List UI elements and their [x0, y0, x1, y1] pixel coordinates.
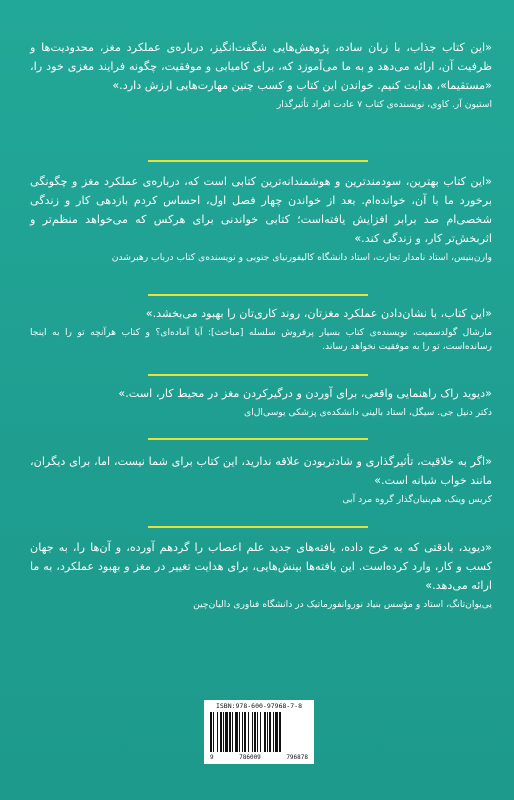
barcode-bar	[239, 712, 240, 752]
isbn-barcode	[204, 700, 314, 764]
barcode-bar	[267, 712, 268, 752]
barcode-bar	[260, 712, 261, 752]
barcode-bar	[229, 712, 231, 752]
barcode-bar	[220, 712, 222, 752]
barcode-bar	[232, 712, 233, 752]
barcode-bar	[269, 712, 271, 752]
blurb-4	[30, 384, 492, 420]
separator-line	[148, 526, 368, 528]
blurb-1	[30, 38, 492, 112]
blurb-5	[30, 452, 492, 507]
isbn-text: ISBN:978-600-97968-7-8	[215, 702, 303, 710]
barcode-bar	[225, 712, 228, 752]
blurb-author: وارن‌بنیس، استاد نامدار تجارت، استاد دانشگاه کالیفورنیای جنوبی و نویسنده‌ی کتاب درباب رهبرشدن	[111, 252, 492, 263]
barcode-bar	[223, 712, 224, 752]
barcode-left-digits: 786009	[239, 754, 261, 761]
blurb-quote: «این کتاب بهترین، سودمندترین و هوشمندانه‌ترین کتابی است که، درباره‌ی عملکرد مغز و چگونگی برخورد ما با آن، خوانده‌ام. بعد از خواندن چهار فصل اول، احساس کردم بازدهی کار و زندگی شخصی‌ام صد برابر افزایش یافته‌است؛ کتابی خواندنی برای هرکس که می‌خواهد منظم‌تر و اثربخش‌تر کار، و زندگی کند.»	[30, 175, 492, 245]
separator-line	[148, 374, 368, 376]
barcode-bar	[273, 712, 274, 752]
separator-line	[148, 438, 368, 440]
blurb-quote: «دیوید، بادقتی که به خرج داده، یافته‌های جدید علم اعصاب را گردهم آورده، و آن‌ها را، به جهان کسب و کار، وارد کرده‌است. این یافته‌ها بینش‌هایی، برای هدایت تغییر در مغز و بهبود عملکرد، به ما ارائه می‌دهد.»	[30, 541, 492, 592]
separator-line	[148, 160, 368, 162]
barcode-lead-digit: 9	[210, 754, 214, 761]
blurb-quote: «دیوید راک راهنمایی واقعی، برای آوردن و درگیرکردن مغز در محیط کار، است.»	[118, 387, 492, 400]
barcode-bar	[254, 712, 256, 752]
blurb-2	[30, 172, 492, 265]
blurb-author: کریس وینک، هم‌بنیان‌گذار گروه مرد آبی	[342, 494, 492, 505]
barcode-bar	[242, 712, 243, 752]
blurb-quote: «این کتاب جذاب، با زبان ساده، پژوهش‌هایی شگفت‌انگیز، درباره‌ی عملکرد مغز، محدودیت‌ها و ظرفیت آن، ارائه می‌دهد و به ما می‌آموزد که، برای کامیابی و موفقیت، چگونه فرایند مغزی خود را، «مستقیما»، هدایت کنیم. خواندن این کتاب و کسب چنین مهارت‌هایی ارزش دارد.»	[30, 41, 492, 92]
barcode-bar	[217, 712, 218, 752]
barcode-numbers	[210, 754, 308, 761]
barcode-bar	[244, 712, 246, 752]
barcode-bar	[252, 712, 253, 752]
blurb-quote: «این کتاب، با نشان‌دادن عملکرد مغزتان، روند کاری‌تان را بهبود می‌بخشد.»	[145, 307, 492, 320]
blurb-author: یی‌یوان‌تانگ، استاد و مؤسس بنیاد نوروانفورماتیک در دانشگاه فناوری دالیان‌چین	[193, 599, 492, 610]
blurb-author: استیون آر. کاوی، نویسنده‌ی کتاب ۷ عادت افراد تأثیرگذار	[276, 99, 492, 110]
blurb-3	[30, 304, 492, 354]
barcode-bar	[213, 712, 214, 752]
barcode-bar	[257, 712, 258, 752]
barcode-bar	[264, 712, 266, 752]
blurb-quote: «اگر به خلاقیت، تأثیرگذاری و شادتربودن علاقه ندارید، این کتاب برای شما نیست، اما، برای دیگران، مانند خواب شبانه است.»	[30, 455, 492, 487]
barcode-bar	[248, 712, 249, 752]
barcode-bar	[275, 712, 278, 752]
barcode-bar	[279, 712, 281, 752]
barcode-bar	[235, 712, 238, 752]
separator-line	[148, 294, 368, 296]
barcode-right-digits: 796878	[286, 754, 308, 761]
barcode-bar	[210, 712, 212, 752]
blurb-6	[30, 538, 492, 612]
blurb-author: مارشال گولدسمیت، نویسنده‌ی کتاب بسیار پرفروش سلسله [مباحث]: آیا آماده‌ای؟ و کتاب هرآنچه تو را به اینجا رسانده‌است، تو را به موفقیت نخواهد رساند.	[30, 327, 492, 352]
blurb-author: دکتر دنیل جی. سیگل، استاد بالینی دانشکده‌ی پزشکی یوسی‌ال‌ای	[243, 407, 492, 418]
barcode-bars	[210, 712, 308, 752]
